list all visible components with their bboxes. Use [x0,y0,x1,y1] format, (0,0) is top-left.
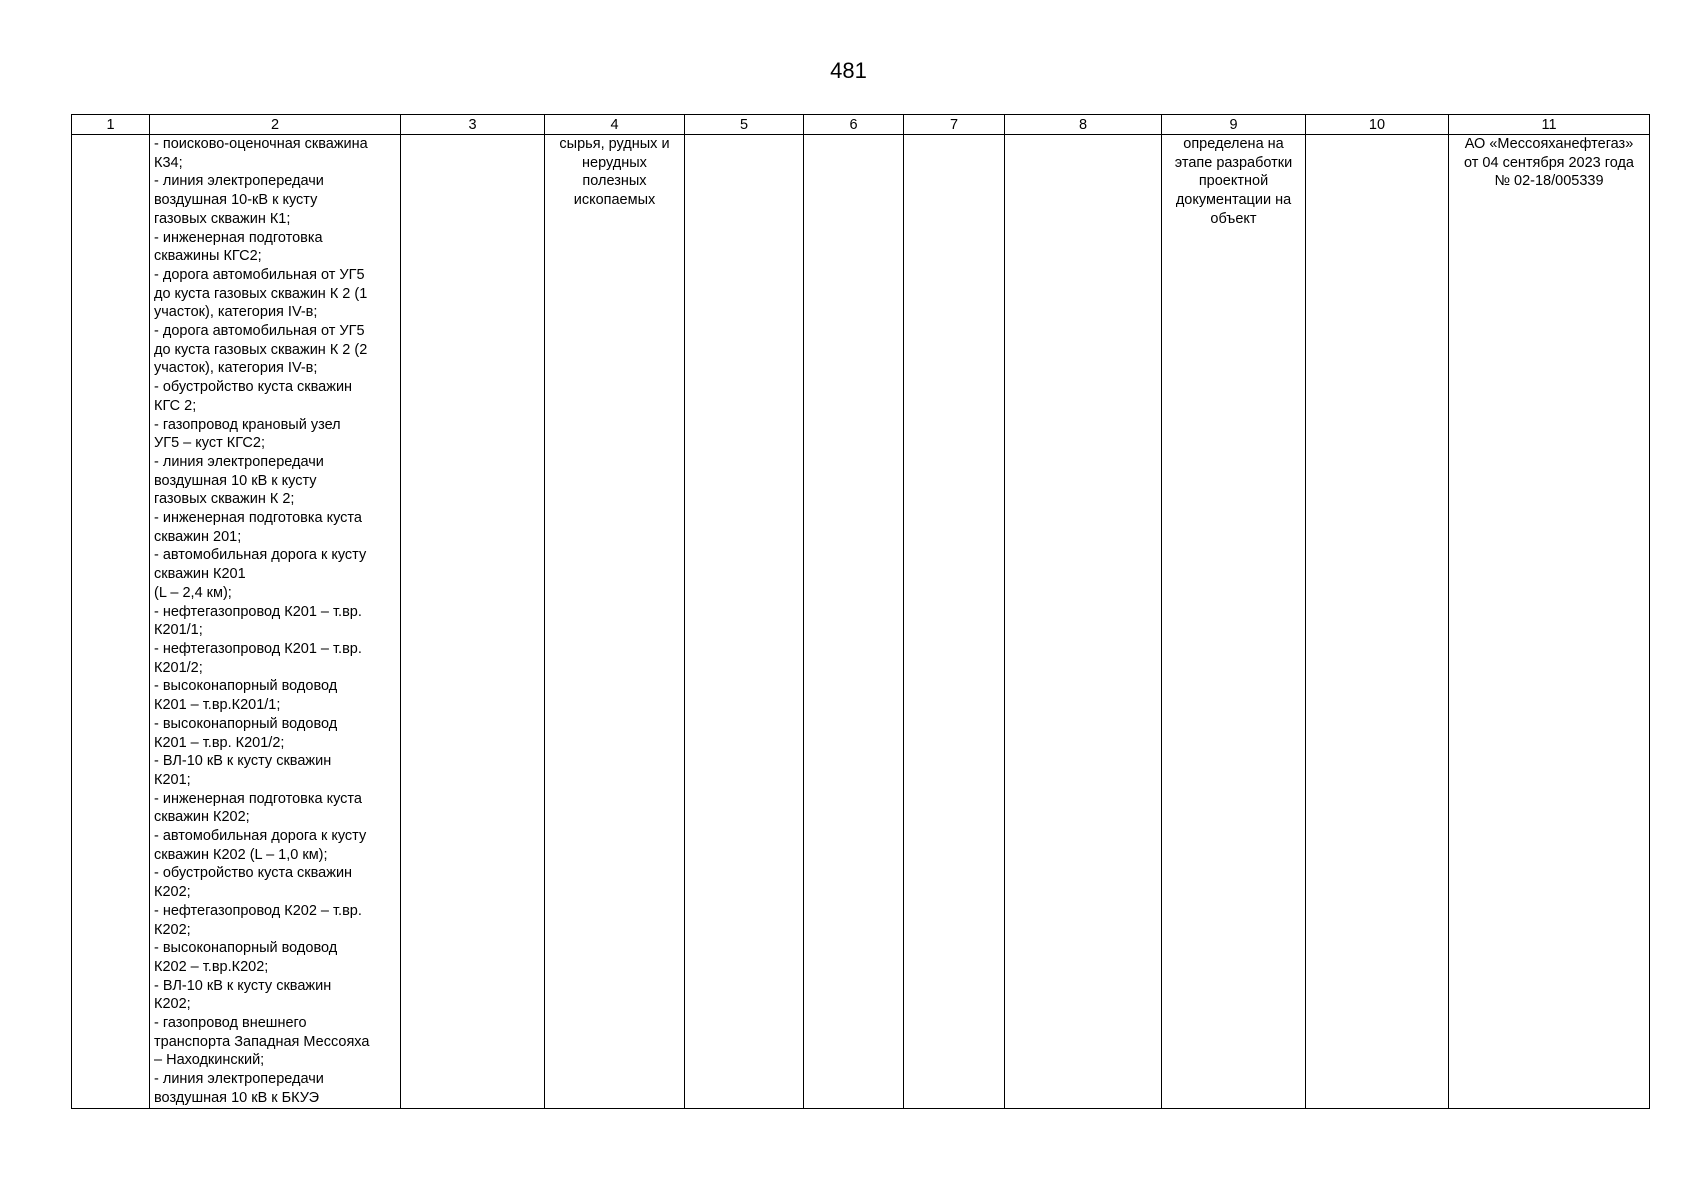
cell-text-line: - дорога автомобильная от УГ5 [154,323,365,340]
cell-text-line: воздушная 10 кВ к БКУЭ [154,1089,320,1106]
cell-text-line: от 04 сентября 2023 года [1464,154,1634,171]
cell-text-line: скважин К202 (L – 1,0 км); [154,846,328,863]
column-header-3: 3 [401,115,545,135]
cell-text-line: - нефтегазопровод К202 – т.вр. [154,902,362,919]
cell-text-line: – Находкинский; [154,1052,265,1069]
cell-text-line: К201/1; [154,622,203,639]
table-row [72,135,1650,1109]
cell-col11-organization [1449,135,1650,1109]
column-header-1: 1 [72,115,150,135]
cell-text-line: скважин К201 [154,566,246,583]
cell-text-line: воздушная 10-кВ к кусту [154,192,318,209]
cell-text-line: К201 – т.вр. К201/2; [154,734,285,751]
cell-text-line: - инженерная подготовка куста [154,790,362,807]
cell-text-line: - ВЛ-10 кВ к кусту скважин [154,753,332,770]
column-header-10: 10 [1306,115,1449,135]
cell-text-line: проектной [1198,173,1269,190]
cell-col8 [1005,135,1162,1109]
cell-text-line: К202; [154,921,191,938]
cell-text-line: - высоконапорный водовод [154,678,338,695]
cell-text-line: - дорога автомобильная от УГ5 [154,266,365,283]
cell-text-line: К202 – т.вр.К202; [154,958,269,975]
column-header-5: 5 [685,115,804,135]
cell-col9-determination [1162,135,1306,1109]
cell-text-line: участок), категория IV-в; [154,360,318,377]
cell-text-line: К201; [154,771,191,788]
cell-text-line: УГ5 – куст КГС2; [154,435,265,452]
cell-text-line: скважин К202; [154,809,250,826]
cell-text-line: этапе разработки [1174,154,1293,171]
cell-text-line: АО «Мессояханефтегаз» [1464,136,1634,152]
cell-text-line: - нефтегазопровод К201 – т.вр. [154,603,362,620]
cell-text-line: К201/2; [154,659,203,676]
cell-text-line: газовых скважин К1; [154,210,291,227]
cell-text-line: К34; [154,154,183,171]
cell-text-line: документации на [1175,192,1292,209]
cell-text-line: - высоконапорный водовод [154,940,338,957]
cell-text-line: - инженерная подготовка куста [154,510,362,527]
column-header-11: 11 [1449,115,1650,135]
cell-text-line: - линия электропередачи [154,173,324,190]
column-header-9: 9 [1162,115,1306,135]
cell-text-line: - ВЛ-10 кВ к кусту скважин [154,977,332,994]
cell-text-line: - обустройство куста скважин [154,865,353,882]
cell-text-line: транспорта Западная Мессояха [154,1033,370,1050]
cell-text-line: до куста газовых скважин К 2 (2 [154,341,368,358]
cell-col7 [904,135,1005,1109]
cell-text-line: ископаемых [573,192,656,209]
cell-text-line: К201 – т.вр.К201/1; [154,697,281,714]
cell-col10 [1306,135,1449,1109]
cell-col3 [401,135,545,1109]
cell-text-line: полезных [582,173,647,190]
cell-col1 [72,135,150,1109]
registry-table [71,114,1650,1109]
cell-text-line: - линия электропередачи [154,453,324,470]
cell-text-line: газовых скважин К 2; [154,491,295,508]
cell-text-line: определена на [1183,136,1284,152]
cell-text-line: № 02-18/005339 [1494,173,1604,190]
cell-col5 [685,135,804,1109]
cell-text-line: нерудных [582,154,647,171]
cell-text-line: объект [1210,210,1257,227]
cell-text-line: - обустройство куста скважин [154,379,353,396]
cell-text-line: сырья, рудных и [559,136,670,152]
cell-text-line: скважины КГС2; [154,248,262,265]
cell-text-line: - поисково-оценочная скважина [154,136,368,152]
cell-text-line: - линия электропередачи [154,1071,324,1088]
page-number: 481 [830,58,867,83]
cell-text-line: - высоконапорный водовод [154,715,338,732]
cell-text-line: К202; [154,996,191,1013]
column-header-2: 2 [150,115,401,135]
cell-col2-object-list [150,135,401,1109]
column-header-6: 6 [804,115,904,135]
cell-text-line: (L – 2,4 км); [154,584,232,601]
cell-text-line: - газопровод крановый узел [154,416,341,433]
cell-text-line: - инженерная подготовка [154,229,323,246]
header-row [72,115,1650,135]
cell-col6 [804,135,904,1109]
cell-text-line: скважин 201; [154,528,242,545]
column-header-8: 8 [1005,115,1162,135]
column-header-7: 7 [904,115,1005,135]
cell-text-line: - автомобильная дорога к кусту [154,547,367,564]
cell-text-line: - газопровод внешнего [154,1015,307,1032]
cell-text-line: - автомобильная дорога к кусту [154,828,367,845]
cell-text-line: участок), категория IV-в; [154,304,318,321]
cell-text-line: К202; [154,884,191,901]
cell-text-line: воздушная 10 кВ к кусту [154,472,317,489]
cell-col4-resource-type [545,135,685,1109]
column-header-4: 4 [545,115,685,135]
cell-text-line: - нефтегазопровод К201 – т.вр. [154,640,362,657]
cell-text-line: КГС 2; [154,397,197,414]
cell-text-line: до куста газовых скважин К 2 (1 [154,285,368,302]
